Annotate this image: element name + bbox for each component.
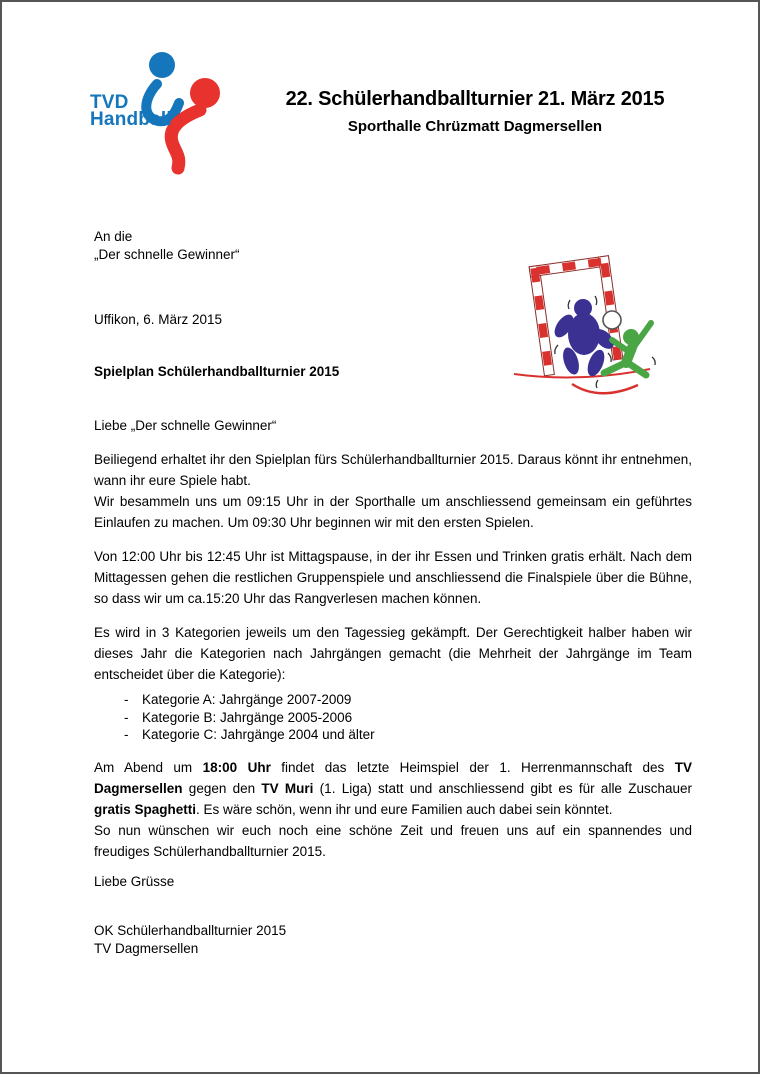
category-list xyxy=(94,691,692,744)
signature-line1: OK Schülerhandballturnier 2015 xyxy=(94,922,287,938)
salutation: Liebe „Der schnelle Gewinner“ xyxy=(94,418,277,433)
paragraph-lunch: Von 12:00 Uhr bis 12:45 Uhr ist Mittagspause, in der ihr Essen und Trinken gratis erhält. Nach dem Mittagessen gehen die restlichen Gruppenspiele und anschliessend die Finalspiele über die Bühne, so dass wir um ca.15:20 Uhr das Rangverlesen machen können. xyxy=(94,549,692,606)
tvd-handball-logo xyxy=(84,44,246,176)
signature-line2: TV Dagmersellen xyxy=(94,940,199,956)
text-segment: (1. Liga) statt und anschliessend gibt es für alle Zuschauer xyxy=(313,780,692,796)
closing-line: Liebe Grüsse xyxy=(94,873,175,889)
text-segment-bold: 18:00 Uhr xyxy=(202,759,271,775)
recipient-line2: „Der schnelle Gewinner“ xyxy=(94,247,240,262)
text-segment-bold: TV Muri xyxy=(261,780,314,796)
recipient-block xyxy=(94,228,692,264)
text-segment: Am Abend um xyxy=(94,759,203,775)
signature-block xyxy=(94,922,692,958)
category-text: Kategorie C: Jahrgänge 2004 und älter xyxy=(142,727,375,742)
text-segment: findet das letzte Heimspiel der 1. Herrenmannschaft des xyxy=(270,759,675,775)
page-subtitle: Sporthalle Chrüzmatt Dagmersellen xyxy=(347,118,603,135)
recipient-line1: An die xyxy=(94,229,133,244)
category-item-b xyxy=(94,709,692,727)
dateline: Uffikon, 6. März 2015 xyxy=(94,312,223,327)
text-segment: Wir besammeln uns um 09:15 Uhr in der Sporthalle um anschliessend gemeinsam ein geführtes Einlaufen zu machen. Um 09:30 Uhr beginnen wir mit den ersten Spielen. xyxy=(94,494,692,530)
logo-line1: TVD xyxy=(90,92,129,113)
list-dash: - xyxy=(124,727,129,742)
category-item-a xyxy=(94,691,692,709)
letter-body xyxy=(94,228,692,958)
list-dash: - xyxy=(124,709,129,725)
text-segment: Beiliegend erhaltet ihr den Spielplan fürs Schülerhandballturnier 2015. Daraus könnt ihr entnehmen, wann ihr eure Spiele habt. xyxy=(94,452,692,488)
paragraph-categories-intro: Es wird in 3 Kategorien jeweils um den Tagessieg gekämpft. Der Gerechtigkeit halber haben wir dieses Jahr die Kategorien nach Jahrgängen gemacht (die Mehrheit der Jahrgänge im Team entscheidet über die Kategorie): xyxy=(94,625,692,682)
paragraph-schedule xyxy=(94,449,692,533)
subject-line: Spielplan Schülerhandballturnier 2015 xyxy=(94,364,340,379)
text-segment-bold: TV Dagmersellen xyxy=(94,759,692,796)
letter-head xyxy=(250,88,700,135)
text-segment: So nun wünschen wir euch noch eine schöne Zeit und freuen uns auf ein spannendes und freudiges Schülerhandballturnier 2015. xyxy=(94,822,692,859)
category-text: Kategorie A: Jahrgänge 2007-2009 xyxy=(142,692,352,707)
text-segment: gegen den xyxy=(182,780,262,796)
category-item-c xyxy=(94,726,692,744)
paragraph-evening xyxy=(94,757,692,862)
logo-text xyxy=(90,94,172,128)
text-segment: . Es wäre schön, wenn ihr und eure Familien auch dabei sein könntet. xyxy=(196,801,613,817)
list-dash: - xyxy=(124,692,129,707)
category-text: Kategorie B: Jahrgänge 2005-2006 xyxy=(142,709,353,725)
text-segment-bold: gratis Spaghetti xyxy=(94,801,197,817)
page-title: 22. Schülerhandballturnier 21. März 2015 xyxy=(285,88,665,110)
logo-line2: Handball xyxy=(90,109,172,130)
